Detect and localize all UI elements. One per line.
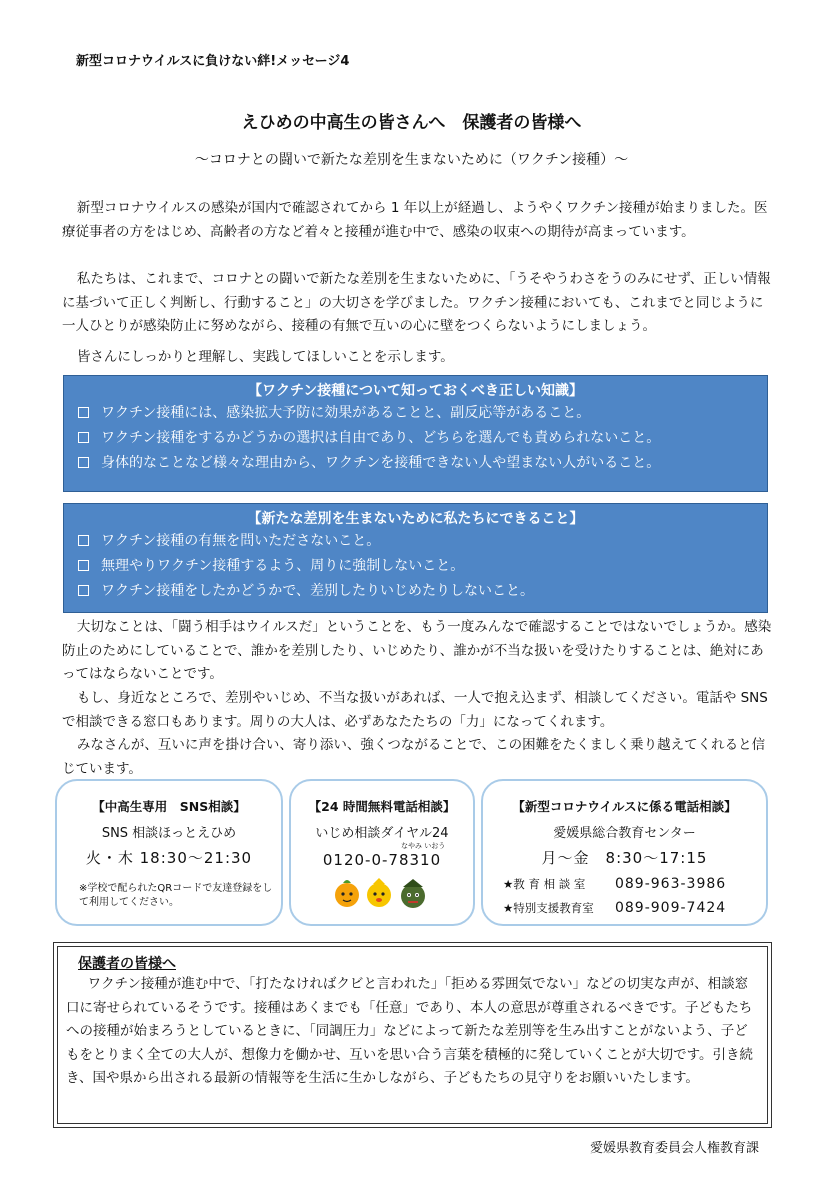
checkbox-icon [78, 432, 89, 443]
intro-paragraph-2: 私たちは、これまで、コロナとの闘いで新たな差別を生まないために、「うそやうわさをうのみにせず、正しい情報に基づいて正しく判断し、行動すること」の大切さを学びました。ワクチン接種においても、これまでと同じように一人ひとりが感染防止に努めながら、接種の有無で互いの心に壁をつくらないようにしましょう。 [62, 271, 771, 334]
checkbox-icon [78, 560, 89, 571]
action-box [63, 503, 768, 613]
action-item-text: ワクチン接種をしたかどうかで、差別したりいじめたりしないこと。 [101, 583, 535, 599]
sns-consult-note: ※学校で配られたQRコードで友達登録をして利用してください。 [79, 883, 273, 908]
knowledge-box [63, 375, 768, 492]
closing-paragraph-3: みなさんが、互いに声を掛け合い、寄り添い、強くつながることで、この困難をたくましく乗り越えてくれると信じています。 [62, 737, 766, 777]
knowledge-item [64, 427, 767, 449]
covid-consult-line-1 [503, 876, 766, 892]
covid-consult-center: 愛媛県総合教育センター [553, 826, 696, 841]
closing-paragraph-2: もし、身近なところで、差別やいじめ、不当な扱いがあれば、一人で抱え込まず、相談してください。電話や SNS で相談できる窓口もあります。周りの大人は、必ずあなたたちの「力」になってくれます。 [62, 690, 768, 730]
guardians-body: ワクチン接種が進む中で、「打たなければクビと言われた」「拒める雰囲気でない」などの切実な声が、相談窓口に寄せられているそうです。接種はあくまでも「任意」であり、本人の意思が尊重されるべきです。子どもたちへの接種が始まろうとしているときに、「同調圧力」などによって新たな差別等を生み出すことがないよう、子どもをとりまく全ての大人が、想像力を働かせ、互いを思い合う言葉を積極的に発していくことが大切です。引き続き、国や県から出される最新の情報等を生活に生かしながら、子どもたちの見守りをお願いいたします。 [66, 976, 754, 1086]
special-support-number[interactable]: 089-909-7424 [614, 900, 727, 916]
action-item [64, 530, 767, 552]
action-item-text: ワクチン接種の有無を問いたださないこと。 [101, 533, 381, 549]
intro-paragraph-3: 皆さんにしっかりと理解し、実践してほしいことを示します。 [76, 349, 454, 365]
covid-consult-line-2 [503, 900, 766, 916]
page-subtitle: ～コロナとの闘いで新たな差別を生まないために（ワクチン接種）～ [194, 152, 629, 168]
education-consult-label: ★教 育 相 談 室 [503, 877, 586, 891]
phone-number-ruby: なやみ いおう [401, 842, 446, 850]
page-title: えひめの中高生の皆さんへ 保護者の皆様へ [241, 113, 582, 133]
special-support-label: ★特別支援教育室 [503, 901, 594, 915]
phone24-heading: 【24 時間無料電話相談】 [308, 799, 456, 814]
action-item-text: 無理やりワクチン接種するよう、周りに強制しないこと。 [101, 558, 465, 574]
series-label: 新型コロナウイルスに負けない絆!メッセージ4 [76, 54, 350, 69]
intro-paragraph-1: 新型コロナウイルスの感染が国内で確認されてから 1 年以上が経過し、ようやくワクチン接種が始まりました。医療従事者の方をはじめ、高齢者の方など着々と接種が進む中で、感染の収束への期待が高まっています。 [62, 200, 768, 240]
covid-consult-box [481, 779, 768, 926]
knowledge-item-text: 身体的なことなど様々な理由から、ワクチンを接種できない人や望まない人がいること。 [101, 455, 661, 471]
checkbox-icon [78, 535, 89, 546]
mascot-characters-icon [327, 875, 437, 911]
sns-consult-hours: 火・木 18:30～21:30 [85, 849, 253, 867]
action-item [64, 555, 767, 577]
covid-consult-hours: 月～金 8:30～17:15 [541, 849, 708, 867]
action-item [64, 580, 767, 602]
checkbox-icon [78, 457, 89, 468]
phone24-name: いじめ相談ダイヤル24 [315, 826, 449, 841]
checkbox-icon [78, 585, 89, 596]
issuer-footer: 愛媛県教育委員会人権教育課 [589, 1141, 759, 1156]
covid-consult-heading: 【新型コロナウイルスに係る電話相談】 [512, 799, 737, 814]
knowledge-item [64, 452, 767, 474]
mascot-illustrations [291, 875, 473, 915]
phone24-number[interactable]: 0120-0-78310 [322, 851, 442, 869]
sns-consult-box [55, 779, 283, 926]
knowledge-item [64, 402, 767, 424]
education-consult-number[interactable]: 089-963-3986 [614, 876, 727, 892]
sns-consult-name: SNS 相談ほっとえひめ [101, 826, 237, 841]
knowledge-heading: 【ワクチン接種について知っておくべき正しい知識】 [247, 383, 584, 399]
action-heading: 【新たな差別を生まないために私たちにできること】 [247, 511, 584, 527]
knowledge-item-text: ワクチン接種をするかどうかの選択は自由であり、どちらを選んでも責められないこと。 [101, 430, 661, 446]
checkbox-icon [78, 407, 89, 418]
phone24-consult-box [289, 779, 475, 926]
guardians-message-box [53, 942, 772, 1128]
knowledge-item-text: ワクチン接種には、感染拡大予防に効果があることと、副反応等があること。 [101, 405, 591, 421]
closing-paragraph-1: 大切なことは、「闘う相手はウイルスだ」ということを、もう一度みんなで確認することではないでしょうか。感染防止のためにしていることで、誰かを差別したり、いじめたり、誰かが不当な扱いを受けたりすることは、絶対にあってはならないことです。 [62, 619, 772, 682]
sns-consult-heading: 【中高生専用 SNS相談】 [92, 799, 246, 814]
guardians-heading: 保護者の皆様へ [78, 956, 176, 972]
